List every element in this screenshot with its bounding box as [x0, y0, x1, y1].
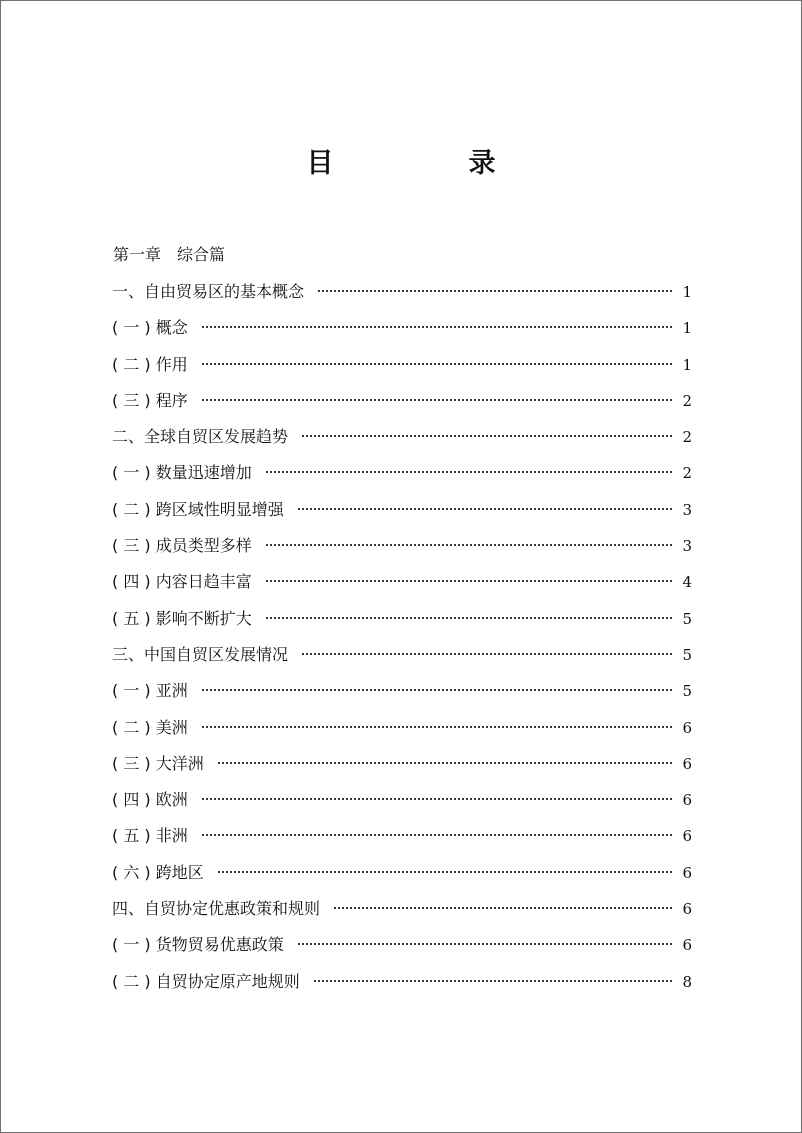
toc-entry-page-number: 6	[682, 863, 692, 882]
toc-entry	[112, 419, 692, 455]
dot-leader	[202, 363, 672, 365]
dot-leader	[298, 508, 672, 510]
toc-entry	[112, 891, 692, 927]
toc-entry-label: 三、中国自贸区发展情况	[112, 644, 289, 664]
toc-entry-label: ( 五 ) 影响不断扩大	[112, 608, 252, 628]
toc-entry-page-number: 6	[682, 827, 692, 846]
toc-entry-page-number: 6	[682, 900, 692, 919]
toc-entry-label: 二、全球自贸区发展趋势	[112, 427, 289, 447]
dot-leader	[318, 290, 672, 292]
dot-leader	[202, 834, 672, 836]
toc-entry-page-number: 3	[682, 500, 692, 519]
toc-entry-page-number: 6	[682, 754, 692, 773]
toc-entry-label: 一、自由贸易区的基本概念	[112, 282, 305, 301]
toc-entry-label: ( 四 ) 欧洲	[112, 790, 188, 810]
toc-entry-page-number: 6	[682, 791, 692, 810]
toc-entry-label: ( 一 ) 概念	[112, 318, 188, 338]
dot-leader	[302, 653, 672, 655]
toc-entry	[112, 927, 692, 963]
toc-entry-page-number: 5	[682, 645, 692, 664]
toc-entry-page-number: 6	[682, 718, 692, 737]
toc-entry-label: ( 六 ) 跨地区	[112, 862, 204, 882]
toc-entry-page-number: 1	[682, 355, 692, 374]
toc-entry	[112, 274, 692, 310]
toc-entry	[112, 818, 692, 854]
dot-leader	[266, 544, 672, 546]
toc-entry	[112, 564, 692, 600]
toc-entry	[112, 673, 692, 709]
table-of-contents	[112, 274, 692, 1000]
dot-leader	[266, 580, 672, 582]
toc-entry-page-number: 5	[682, 682, 692, 701]
dot-leader	[202, 399, 672, 401]
toc-entry-label: ( 一 ) 亚洲	[112, 681, 188, 701]
toc-entry-page-number: 2	[682, 428, 692, 447]
dot-leader	[202, 689, 672, 691]
dot-leader	[202, 726, 672, 728]
toc-entry	[112, 455, 692, 491]
toc-entry	[112, 601, 692, 637]
toc-entry	[112, 310, 692, 346]
dot-leader	[314, 980, 672, 982]
toc-entry-label: ( 二 ) 跨区域性明显增强	[112, 499, 284, 519]
toc-entry-label: ( 五 ) 非洲	[112, 826, 188, 846]
toc-entry	[112, 710, 692, 746]
toc-entry-page-number: 2	[682, 391, 692, 410]
toc-entry-label: 四、自贸协定优惠政策和规则	[112, 899, 321, 919]
toc-entry-page-number: 8	[682, 972, 692, 991]
toc-entry-page-number: 1	[682, 283, 692, 301]
dot-leader	[218, 762, 672, 764]
toc-entry	[112, 637, 692, 673]
dot-leader	[334, 907, 672, 909]
toc-entry-page-number: 6	[682, 936, 692, 955]
toc-entry-label: ( 二 ) 作用	[112, 354, 188, 374]
toc-entry-label: ( 四 ) 内容日趋丰富	[112, 572, 252, 592]
toc-entry	[112, 782, 692, 818]
toc-entry-page-number: 5	[682, 609, 692, 628]
toc-entry	[112, 492, 692, 528]
toc-entry-label: ( 三 ) 程序	[112, 390, 188, 410]
dot-leader	[202, 798, 672, 800]
toc-entry-label: ( 三 ) 大洋洲	[112, 753, 204, 773]
toc-entry-label: ( 一 ) 数量迅速增加	[112, 463, 252, 483]
toc-entry	[112, 528, 692, 564]
dot-leader	[202, 326, 672, 328]
toc-entry-page-number: 1	[682, 319, 692, 338]
toc-entry	[112, 347, 692, 383]
dot-leader	[266, 471, 672, 473]
toc-entry	[112, 964, 692, 1000]
toc-entry-page-number: 2	[682, 464, 692, 483]
chapter-heading: 第一章 综合篇	[113, 245, 226, 264]
dot-leader	[218, 871, 672, 873]
toc-entry-label: ( 一 ) 货物贸易优惠政策	[112, 935, 284, 955]
toc-entry	[112, 855, 692, 891]
dot-leader	[266, 617, 672, 619]
dot-leader	[302, 435, 672, 437]
page-title: 目 录	[306, 148, 550, 179]
toc-entry-label: ( 三 ) 成员类型多样	[112, 536, 252, 556]
toc-entry-label: ( 二 ) 自贸协定原产地规则	[112, 971, 300, 991]
dot-leader	[298, 943, 672, 945]
toc-entry	[112, 746, 692, 782]
toc-entry-page-number: 3	[682, 537, 692, 556]
toc-entry	[112, 383, 692, 419]
toc-entry-page-number: 4	[682, 573, 692, 592]
toc-entry-label: ( 二 ) 美洲	[112, 717, 188, 737]
